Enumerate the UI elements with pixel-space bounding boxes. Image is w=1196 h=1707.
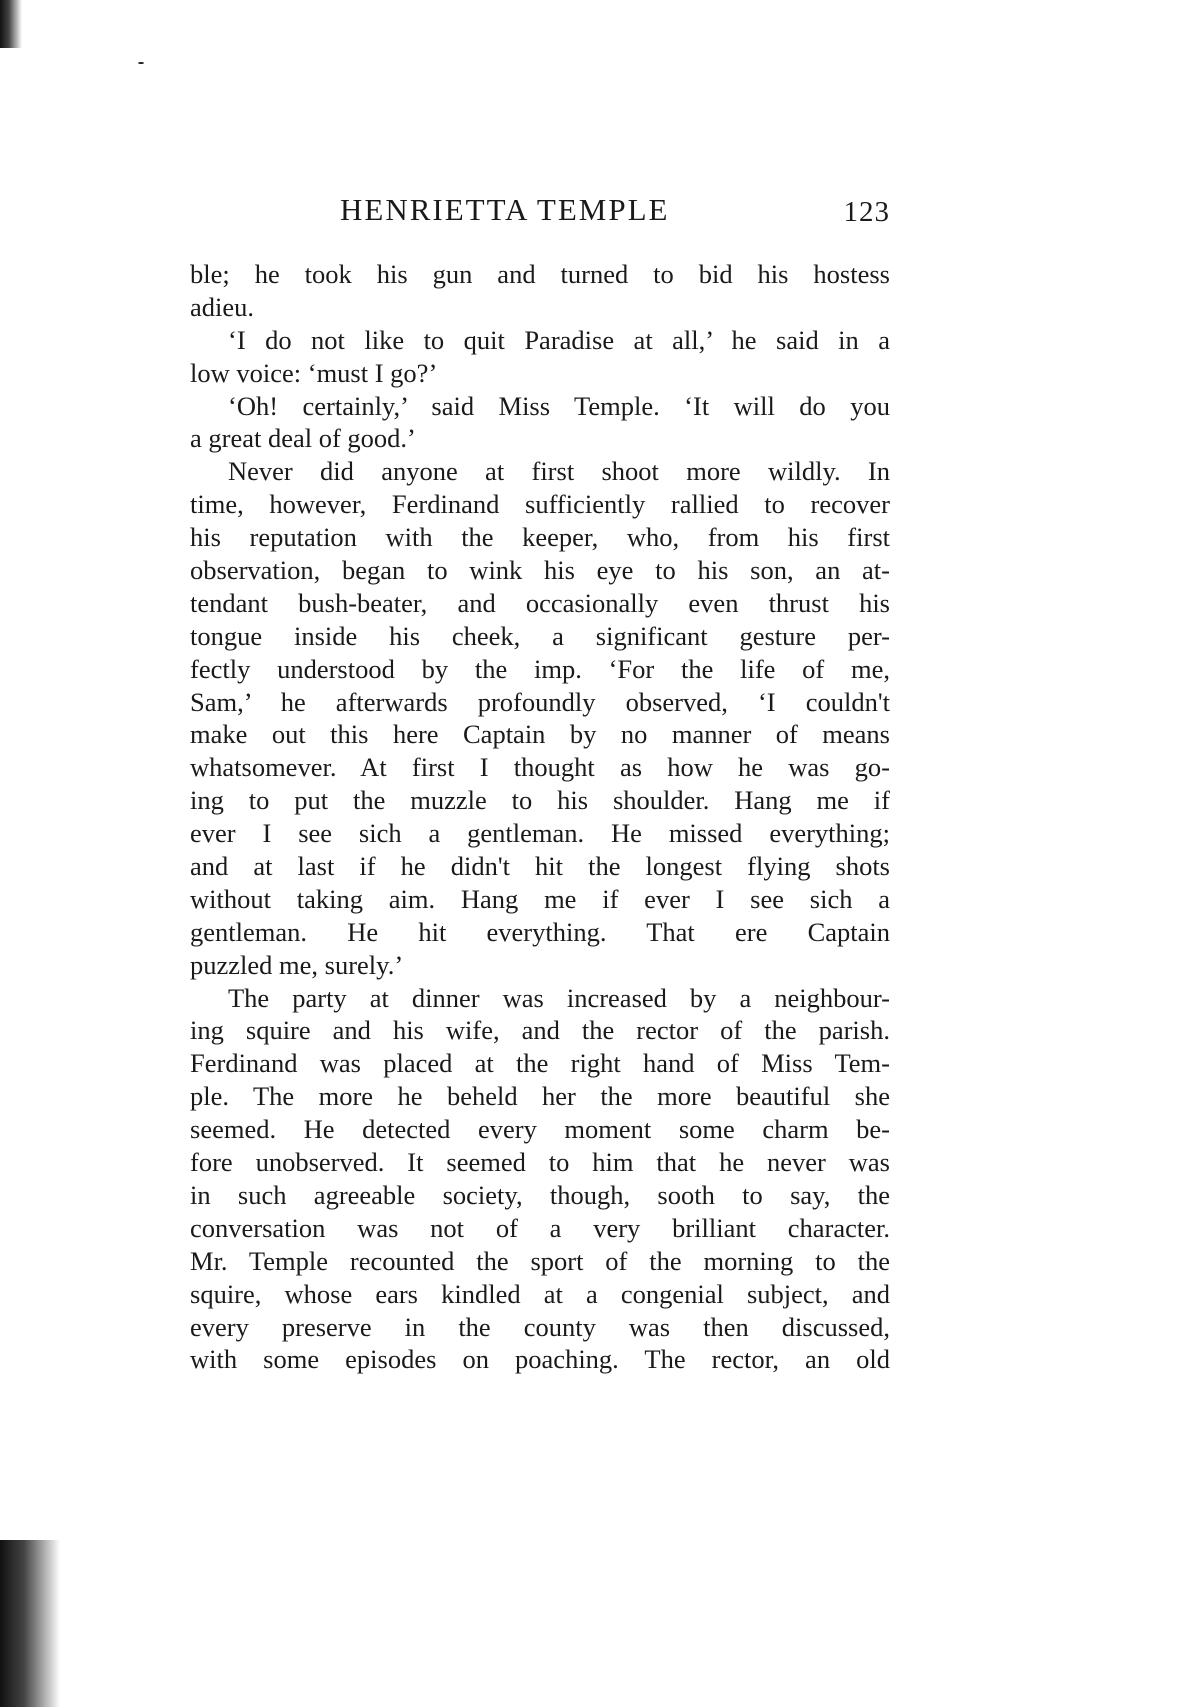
text-line: make out this here Captain by no manner of means	[190, 719, 890, 750]
page-number: 123	[843, 196, 890, 228]
text-line: gentleman. He hit everything. That ere Captain	[190, 916, 890, 947]
text-line: without taking aim. Hang me if ever I see sich a	[190, 883, 890, 914]
text-line: with some episodes on poaching. The rector, an old	[190, 1344, 890, 1375]
text-line: The party at dinner was increased by a neighbour-	[228, 982, 890, 1013]
text-line: conversation was not of a very brilliant character.	[190, 1212, 890, 1243]
text-line: his reputation with the keeper, who, from his first	[190, 522, 890, 553]
scan-edge-shadow-top	[0, 0, 22, 48]
text-line: low voice: ‘must I go?’	[190, 357, 438, 388]
text-line: ing squire and his wife, and the rector of the parish.	[190, 1015, 890, 1046]
text-line: whatsomever. At first I thought as how he was go-	[190, 752, 890, 783]
text-line: ever I see sich a gentleman. He missed everything;	[190, 818, 890, 849]
text-line: puzzled me, surely.’	[190, 949, 404, 980]
page-header	[190, 186, 890, 236]
text-line: time, however, Ferdinand sufficiently rallied to recover	[190, 489, 890, 520]
text-line: observation, began to wink his eye to his son, an at-	[190, 555, 890, 586]
text-line: ing to put the muzzle to his shoulder. Hang me if	[190, 785, 890, 816]
text-line: Sam,’ he afterwards profoundly observed, ‘I couldn't	[190, 686, 890, 717]
scan-speck	[138, 62, 144, 64]
text-line: tongue inside his cheek, a significant gesture per-	[190, 620, 890, 651]
text-line: fore unobserved. It seemed to him that he never was	[190, 1147, 890, 1178]
text-line: fectly understood by the imp. ‘For the life of me,	[190, 653, 890, 684]
scan-edge-shadow-bottom	[0, 1540, 60, 1707]
text-line: seemed. He detected every moment some charm be-	[190, 1114, 890, 1145]
text-line: ‘Oh! certainly,’ said Miss Temple. ‘It will do you	[228, 390, 890, 421]
text-line: Mr. Temple recounted the sport of the morning to the	[190, 1245, 890, 1276]
text-line: tendant bush-beater, and occasionally even thrust his	[190, 587, 890, 618]
text-line: squire, whose ears kindled at a congenial subject, and	[190, 1278, 890, 1309]
text-line: and at last if he didn't hit the longest flying shots	[190, 851, 890, 882]
text-line: Ferdinand was placed at the right hand of Miss Tem-	[190, 1048, 890, 1079]
text-line: ble; he took his gun and turned to bid his hostess	[190, 259, 890, 289]
text-line: adieu.	[190, 291, 255, 322]
text-line: a great deal of good.’	[190, 423, 416, 454]
running-title: HENRIETTA TEMPLE	[340, 192, 670, 227]
text-line: ‘I do not like to quit Paradise at all,’ he said in a	[228, 324, 890, 355]
body-text	[190, 258, 890, 1376]
text-line: in such agreeable society, though, sooth to say, the	[190, 1179, 890, 1210]
text-line: ple. The more he beheld her the more beautiful she	[190, 1081, 890, 1112]
text-line: Never did anyone at first shoot more wildly. In	[228, 456, 890, 487]
text-line: every preserve in the county was then discussed,	[190, 1311, 890, 1342]
